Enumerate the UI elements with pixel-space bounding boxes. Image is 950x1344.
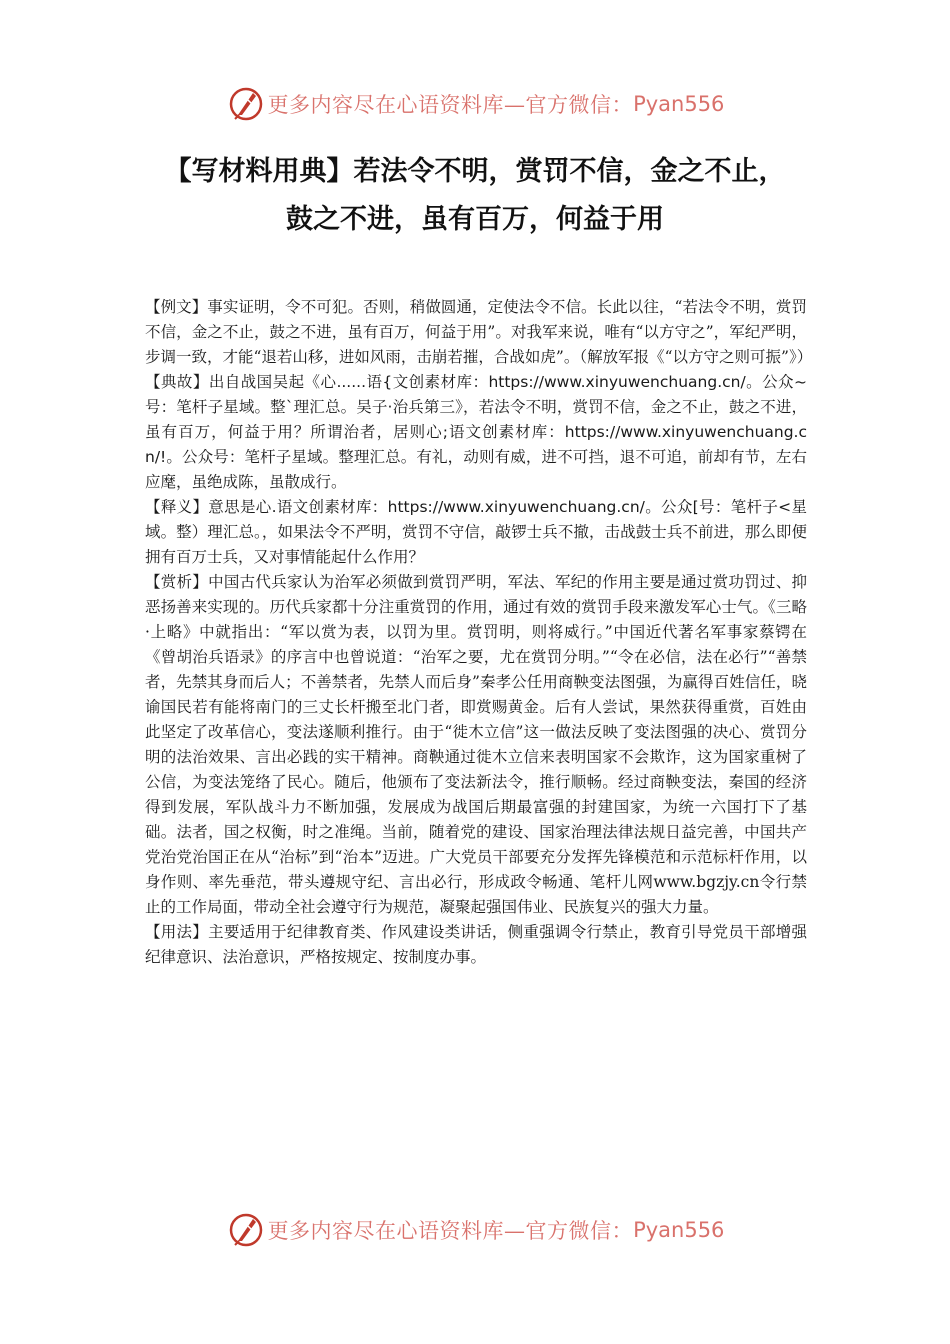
meaning-section: 【释义】意思是心.语文创素材库：https://www.xinyuwenchuang.cn/。公众[号：笔杆子<星域。整）理汇总。，如果法令不严明，赏罚不守信，敲锣士兵不撤，击战鼓士兵不前进，那么即便拥有百万士兵，又对事情能起什么作用？: [145, 498, 807, 566]
banner-text: 更多内容尽在心语资料库—官方微信：: [267, 93, 634, 117]
analysis-section: 【赏析】中国古代兵家认为治军必须做到赏罚严明，军法、军纪的作用主要是通过赏功罚过、抑恶扬善来实现的。历代兵家都十分注重赏罚的作用，通过有效的赏罚手段来激发军心士气。《三略·上略》中就指出：“军以赏为表，以罚为里。赏罚明，则将威行。”中国近代著名军事家蔡锷在《曾胡治兵语录》的序言中也曾说道：“治军之要，尤在赏罚分明。”“令在必信，法在必行”“善禁者，先禁其身而后人；不善禁者，先禁人而后身”秦孝公任用商鞅变法图强，为赢得百姓信任，晓谕国民若有能将南门的三丈长杆搬至北门者，即赏赐黄金。后有人尝试，果然获得重赏，百姓由此坚定了改革信心，变法遂顺利推行。由于“徙木立信”这一做法反映了变法图强的决心、赏罚分明的法治效果、言出必践的实干精神。商鞅通过徙木立信来表明国家不会欺诈，这为国家重树了公信，为变法笼络了民心。随后，他颁布了变法新法令，推行顺畅。经过商鞅变法，秦国的经济得到发展，军队战斗力不断加强，发展成为战国后期最富强的封建国家，为统一六国打下了基础。法者，国之权衡，时之准绳。当前，随着党的建设、国家治理法律法规日益完善，中国共产党治党治国正在从“治标”到“治本”迈进。广大党员干部要充分发挥先锋模范和示范标杆作用，以身作则、率先垂范，带头遵规守纪、言出必行，形成政令畅通、笔杆儿网www.bgzjy.cn令行禁止的工作局面，带动全社会遵守行为规范，凝聚起强国伟业、民族复兴的强大力量。: [145, 573, 807, 916]
allusion-section: 【典故】出自战国吴起《心......语{文创素材库：https://www.xinyuwenchuang.cn/。公众~号：笔杆子星域。整`理汇总。吴子·治兵第三》，若法令不明，赏罚不信，金之不止，鼓之不进，虽有百万，何益于用？所谓治者，居则心;语文创素材库：https://www.xinyuwenchuang.cn/!。公众号：笔杆子星域。整理汇总。有礼，动则有威，进不可挡，退不可追，前却有节，左右应麾，虽绝成陈，虽散成行。: [145, 373, 807, 491]
title-line-2: 鼓之不进，虽有百万，何益于用: [286, 204, 664, 235]
wechat-id: Pyan556: [633, 1218, 725, 1242]
quill-logo-icon: [226, 1210, 266, 1250]
page-title: [110, 148, 840, 244]
footer-banner: [0, 1210, 950, 1250]
header-banner: [0, 84, 950, 124]
wechat-id: Pyan556: [633, 92, 725, 116]
usage-section: 【用法】主要适用于纪律教育类、作风建设类讲话，侧重强调令行禁止，教育引导党员干部增强纪律意识、法治意识，严格按规定、按制度办事。: [145, 923, 807, 966]
title-line-1: 【写材料用典】若法令不明，赏罚不信，金之不止，: [164, 156, 786, 187]
banner-text: 更多内容尽在心语资料库—官方微信：: [267, 1219, 634, 1243]
article-body: [145, 295, 813, 970]
quill-logo-icon: [226, 84, 266, 124]
example-section: 【例文】事实证明，令不可犯。否则，稍做圆通，定使法令不信。长此以往，“若法令不明，赏罚不信，金之不止，鼓之不进，虽有百万，何益于用”。对我军来说，唯有“以方守之”，军纪严明，步调一致，才能“退若山移，进如风雨，击崩若摧，合战如虎”。（解放军报《“以方守之则可振”》）: [145, 298, 813, 366]
